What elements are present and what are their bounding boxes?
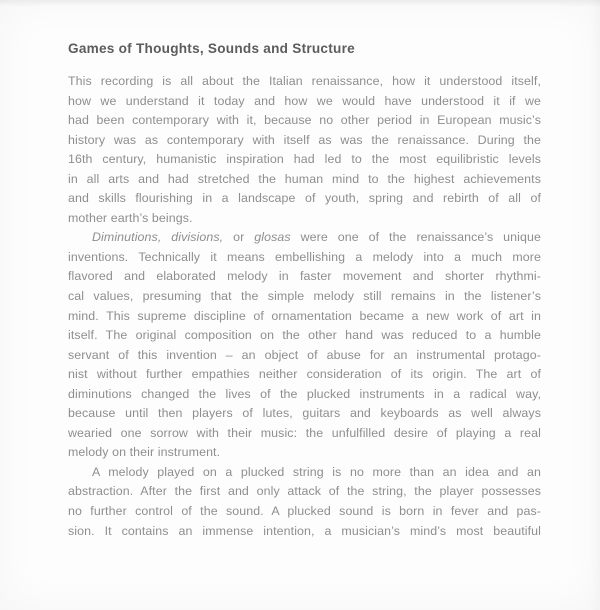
text-line: cal values, presuming that the simple melody still remains in the listener’s: [68, 289, 541, 304]
text-segment: were one of the renaissance’s unique: [290, 230, 541, 245]
text-line: because until then players of lutes, guitars and keyboards as well always: [68, 406, 541, 421]
text-line: servant of this invention – an object of abuse for an instrumental protago-: [68, 347, 541, 362]
body-text: [68, 72, 541, 541]
text-line: nist without further empathies neither consideration of its origin. The art of: [68, 367, 541, 382]
text-line: how we understand it today and how we would have understood it if we: [68, 93, 541, 108]
text-line: abstraction. After the first and only attack of the string, the player possesses: [68, 484, 541, 499]
text-line: no further control of the sound. A plucked sound is born in fever and pas-: [68, 504, 541, 519]
text-line: flavored and elaborated melody in faster movement and shorter rhythmi-: [68, 269, 541, 284]
page-title: Games of Thoughts, Sounds and Structure: [68, 41, 355, 56]
text-segment: or: [223, 230, 255, 245]
text-line: diminutions changed the lives of the plucked instruments in a radical way,: [68, 386, 541, 401]
paragraph-2: [68, 228, 541, 463]
text-line: mother earth’s beings.: [68, 210, 193, 225]
text-line: sion. It contains an immense intention, a musician’s mind’s most beautiful: [68, 523, 541, 538]
paragraph-1: [68, 72, 541, 228]
paragraph-3: [68, 463, 541, 541]
text-line: and skills flourishing in a landscape of youth, spring and rebirth of all of: [68, 191, 541, 206]
text-line: history was as contemporary with itself as was the renaissance. During the: [68, 132, 541, 147]
text-line: itself. The original composition on the other hand was reduced to a humble: [68, 328, 541, 343]
text-line: had been contemporary with it, because no other period in European music’s: [68, 113, 541, 128]
italic-term: Diminutions, divisions,: [92, 230, 224, 245]
text-line: This recording is all about the Italian renaissance, how it understood itself,: [68, 74, 541, 88]
text-line: wearied one sorrow with their music: the unfulfilled desire of playing a real: [68, 425, 541, 440]
text-line: inventions. Technically it means embellishing a melody into a much more: [68, 249, 541, 264]
text-line: melody on their instrument.: [68, 445, 221, 460]
italic-term: glosas: [254, 230, 291, 245]
text-line: [68, 228, 541, 248]
text-line: 16th century, humanistic inspiration had led to the most equilibristic levels: [68, 152, 541, 167]
text-line: in all arts and had stretched the human mind to the highest achievements: [68, 171, 541, 186]
text-line: mind. This supreme discipline of ornamentation became a new work of art in: [68, 308, 541, 323]
text-line: A melody played on a plucked string is no more than an idea and an: [92, 464, 541, 479]
